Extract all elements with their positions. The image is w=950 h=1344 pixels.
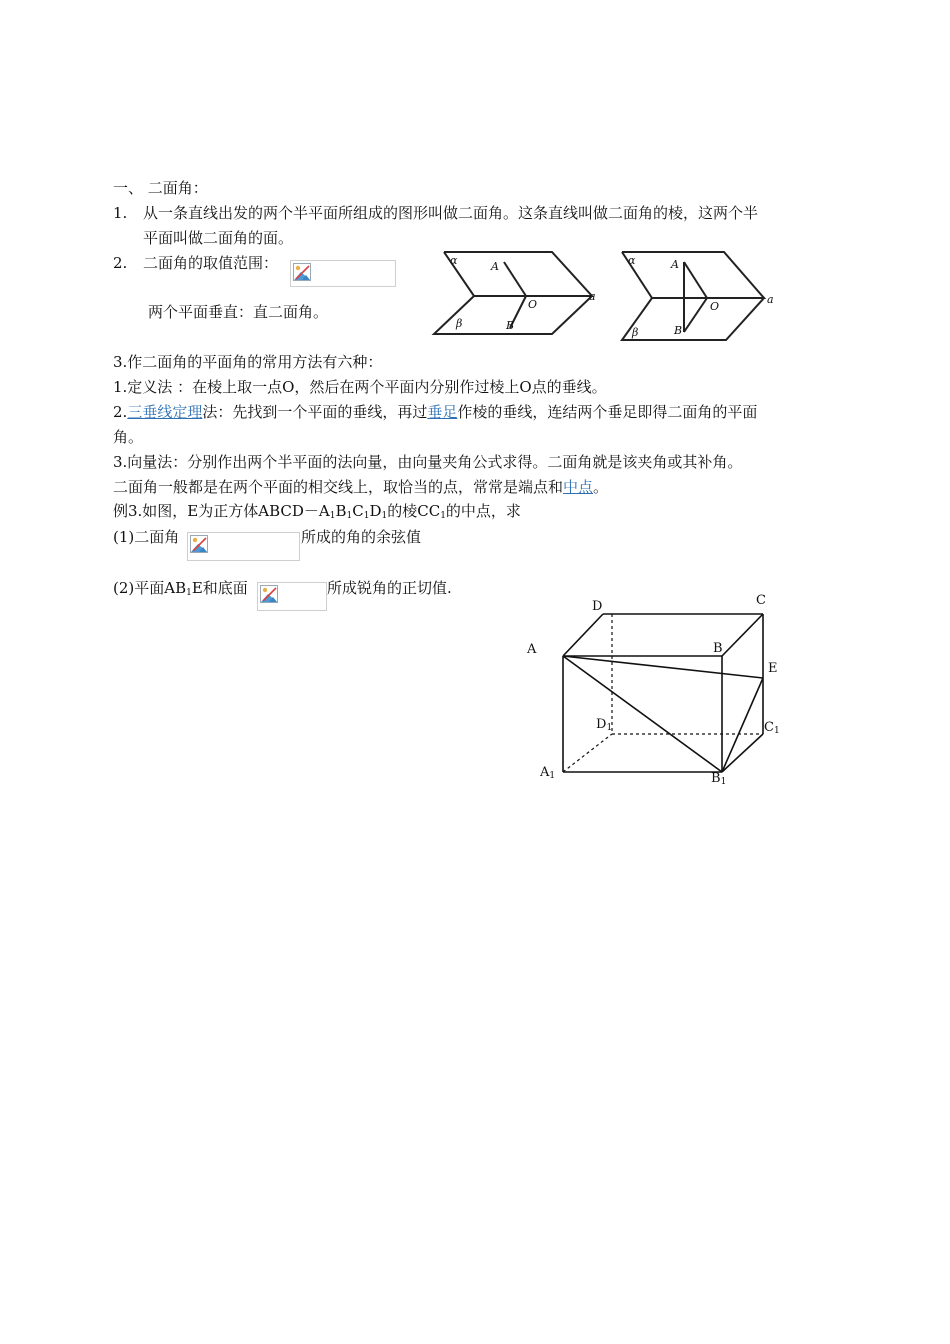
method-2-suffix: 作棱的垂线，连结两个垂足即得二面角的平面 (457, 403, 758, 421)
section-title: 一、 二面角： (113, 179, 208, 197)
broken-image-range (290, 260, 396, 287)
vertex-d1-label (596, 717, 612, 733)
item-1-line-1: 从一条直线出发的两个半平面所组成的图形叫做二面角。这条直线叫做二面角的棱，这两个半 (143, 204, 759, 222)
edge-bc (722, 614, 763, 656)
d1-sub: 1 (606, 723, 613, 733)
vertex-b-label: B (713, 641, 723, 656)
question-1-prefix: (1)二面角 (113, 528, 180, 546)
question-1-suffix: 所成的角的余弦值 (301, 528, 422, 546)
example-text-d: D (369, 502, 382, 520)
perpendicular-note: 两个平面垂直：直二面角。 (148, 303, 329, 321)
vertex-b1-label (711, 771, 726, 787)
vertex-e-label: E (768, 661, 778, 676)
vertex-a1-label (539, 765, 555, 781)
b1-sub: 1 (720, 777, 727, 787)
method-2-prefix: 2. (113, 403, 128, 421)
three-perpendiculars-link[interactable]: 三垂线定理 (127, 403, 203, 421)
question-2-prefix (113, 578, 248, 603)
example-problem (113, 501, 521, 526)
fig2-line-ob (684, 298, 707, 332)
fig1-line-oa (504, 262, 526, 296)
general-note-end: 。 (593, 478, 609, 496)
method-2-line-1 (113, 402, 757, 422)
hidden-edge-a1d1 (563, 734, 612, 772)
broken-image-dihedral (187, 532, 300, 561)
d1-main: D (596, 717, 607, 732)
example-sub-5: 1 (440, 511, 446, 521)
method-1: 1.定义法 ：在棱上取一点O，然后在两个平面内分别作过棱上O点的垂线。 (113, 378, 607, 396)
question-2-suffix: 所成锐角的正切值. (327, 579, 452, 597)
item-1-line-2: 平面叫做二面角的面。 (143, 229, 294, 247)
fig2-line-ao (684, 262, 707, 298)
example-sub-4: 1 (381, 511, 388, 521)
example-text-f: 的中点，求 (445, 502, 521, 520)
b1-main: B (711, 771, 721, 786)
vertex-d-label: D (592, 599, 603, 614)
fig2-o-label: O (710, 300, 720, 313)
fig1-o-label: O (528, 298, 538, 311)
c1-sub: 1 (773, 726, 780, 736)
example-sub-3: 1 (363, 511, 370, 521)
a1-main: A (540, 765, 550, 780)
fig1-b-label: B (506, 319, 515, 332)
methods-intro: 3.作二面角的平面角的常用方法有六种： (113, 353, 383, 371)
question-2-sub: 1 (186, 588, 192, 598)
example-text-a: 例3.如图，E为正方体ABCD－A (113, 502, 330, 520)
example-text-e: 的棱CC (387, 502, 441, 520)
broken-image-icon (293, 263, 311, 281)
fig1-plane-alpha (444, 252, 592, 296)
vertex-a-label: A (527, 642, 537, 657)
cube-figure (520, 585, 790, 790)
item-2-number: 2. (113, 254, 128, 272)
fig2-edge-label: a (767, 293, 774, 306)
example-text-c: C (352, 502, 364, 520)
fig1-edge-label: a (589, 290, 596, 303)
segment-b1e (722, 678, 763, 772)
fig2-beta-label: β (632, 326, 639, 339)
fig1-beta-label: β (456, 317, 463, 330)
fig2-a-label: A (671, 258, 679, 271)
a1-sub: 1 (549, 771, 556, 781)
example-sub-1: 1 (329, 511, 336, 521)
midpoint-link[interactable]: 中点 (563, 478, 594, 496)
general-note (113, 477, 608, 497)
method-2-line-2: 角。 (113, 428, 144, 446)
fig2-alpha-label: α (628, 254, 636, 267)
edge-b1c1 (722, 734, 763, 772)
item-2-text: 二面角的取值范围： (143, 254, 279, 272)
broken-image-base (257, 582, 327, 611)
broken-image-icon (190, 535, 208, 553)
vertex-c-label: C (756, 593, 766, 608)
foot-of-perpendicular-link[interactable]: 垂足 (427, 403, 458, 421)
vertex-c1-label (764, 720, 780, 736)
segment-ab1 (563, 656, 722, 772)
general-note-text: 二面角一般都是在两个平面的相交线上，取恰当的点，常常是端点和 (113, 478, 564, 496)
fig1-alpha-label: α (450, 254, 458, 267)
broken-image-icon (260, 585, 278, 603)
question-2-text-b: E和底面 (191, 579, 248, 597)
segment-ae (563, 656, 763, 678)
fig2-b-label: B (674, 324, 683, 337)
edge-ad (563, 614, 603, 656)
dihedral-figure-2 (612, 248, 788, 344)
example-sub-2: 1 (346, 511, 353, 521)
item-1-number: 1. (113, 204, 128, 222)
fig1-a-label: A (491, 260, 499, 273)
c1-main: C (764, 720, 774, 735)
method-2-mid: 法：先找到一个平面的垂线，再过 (202, 403, 428, 421)
dihedral-figure-1 (428, 248, 604, 340)
method-3: 3.向量法：分别作出两个半平面的法向量，由向量夹角公式求得。二面角就是该夹角或其补角。 (113, 453, 743, 471)
example-text-b: B (335, 502, 347, 520)
question-2-text-a: (2)平面AB (113, 579, 187, 597)
